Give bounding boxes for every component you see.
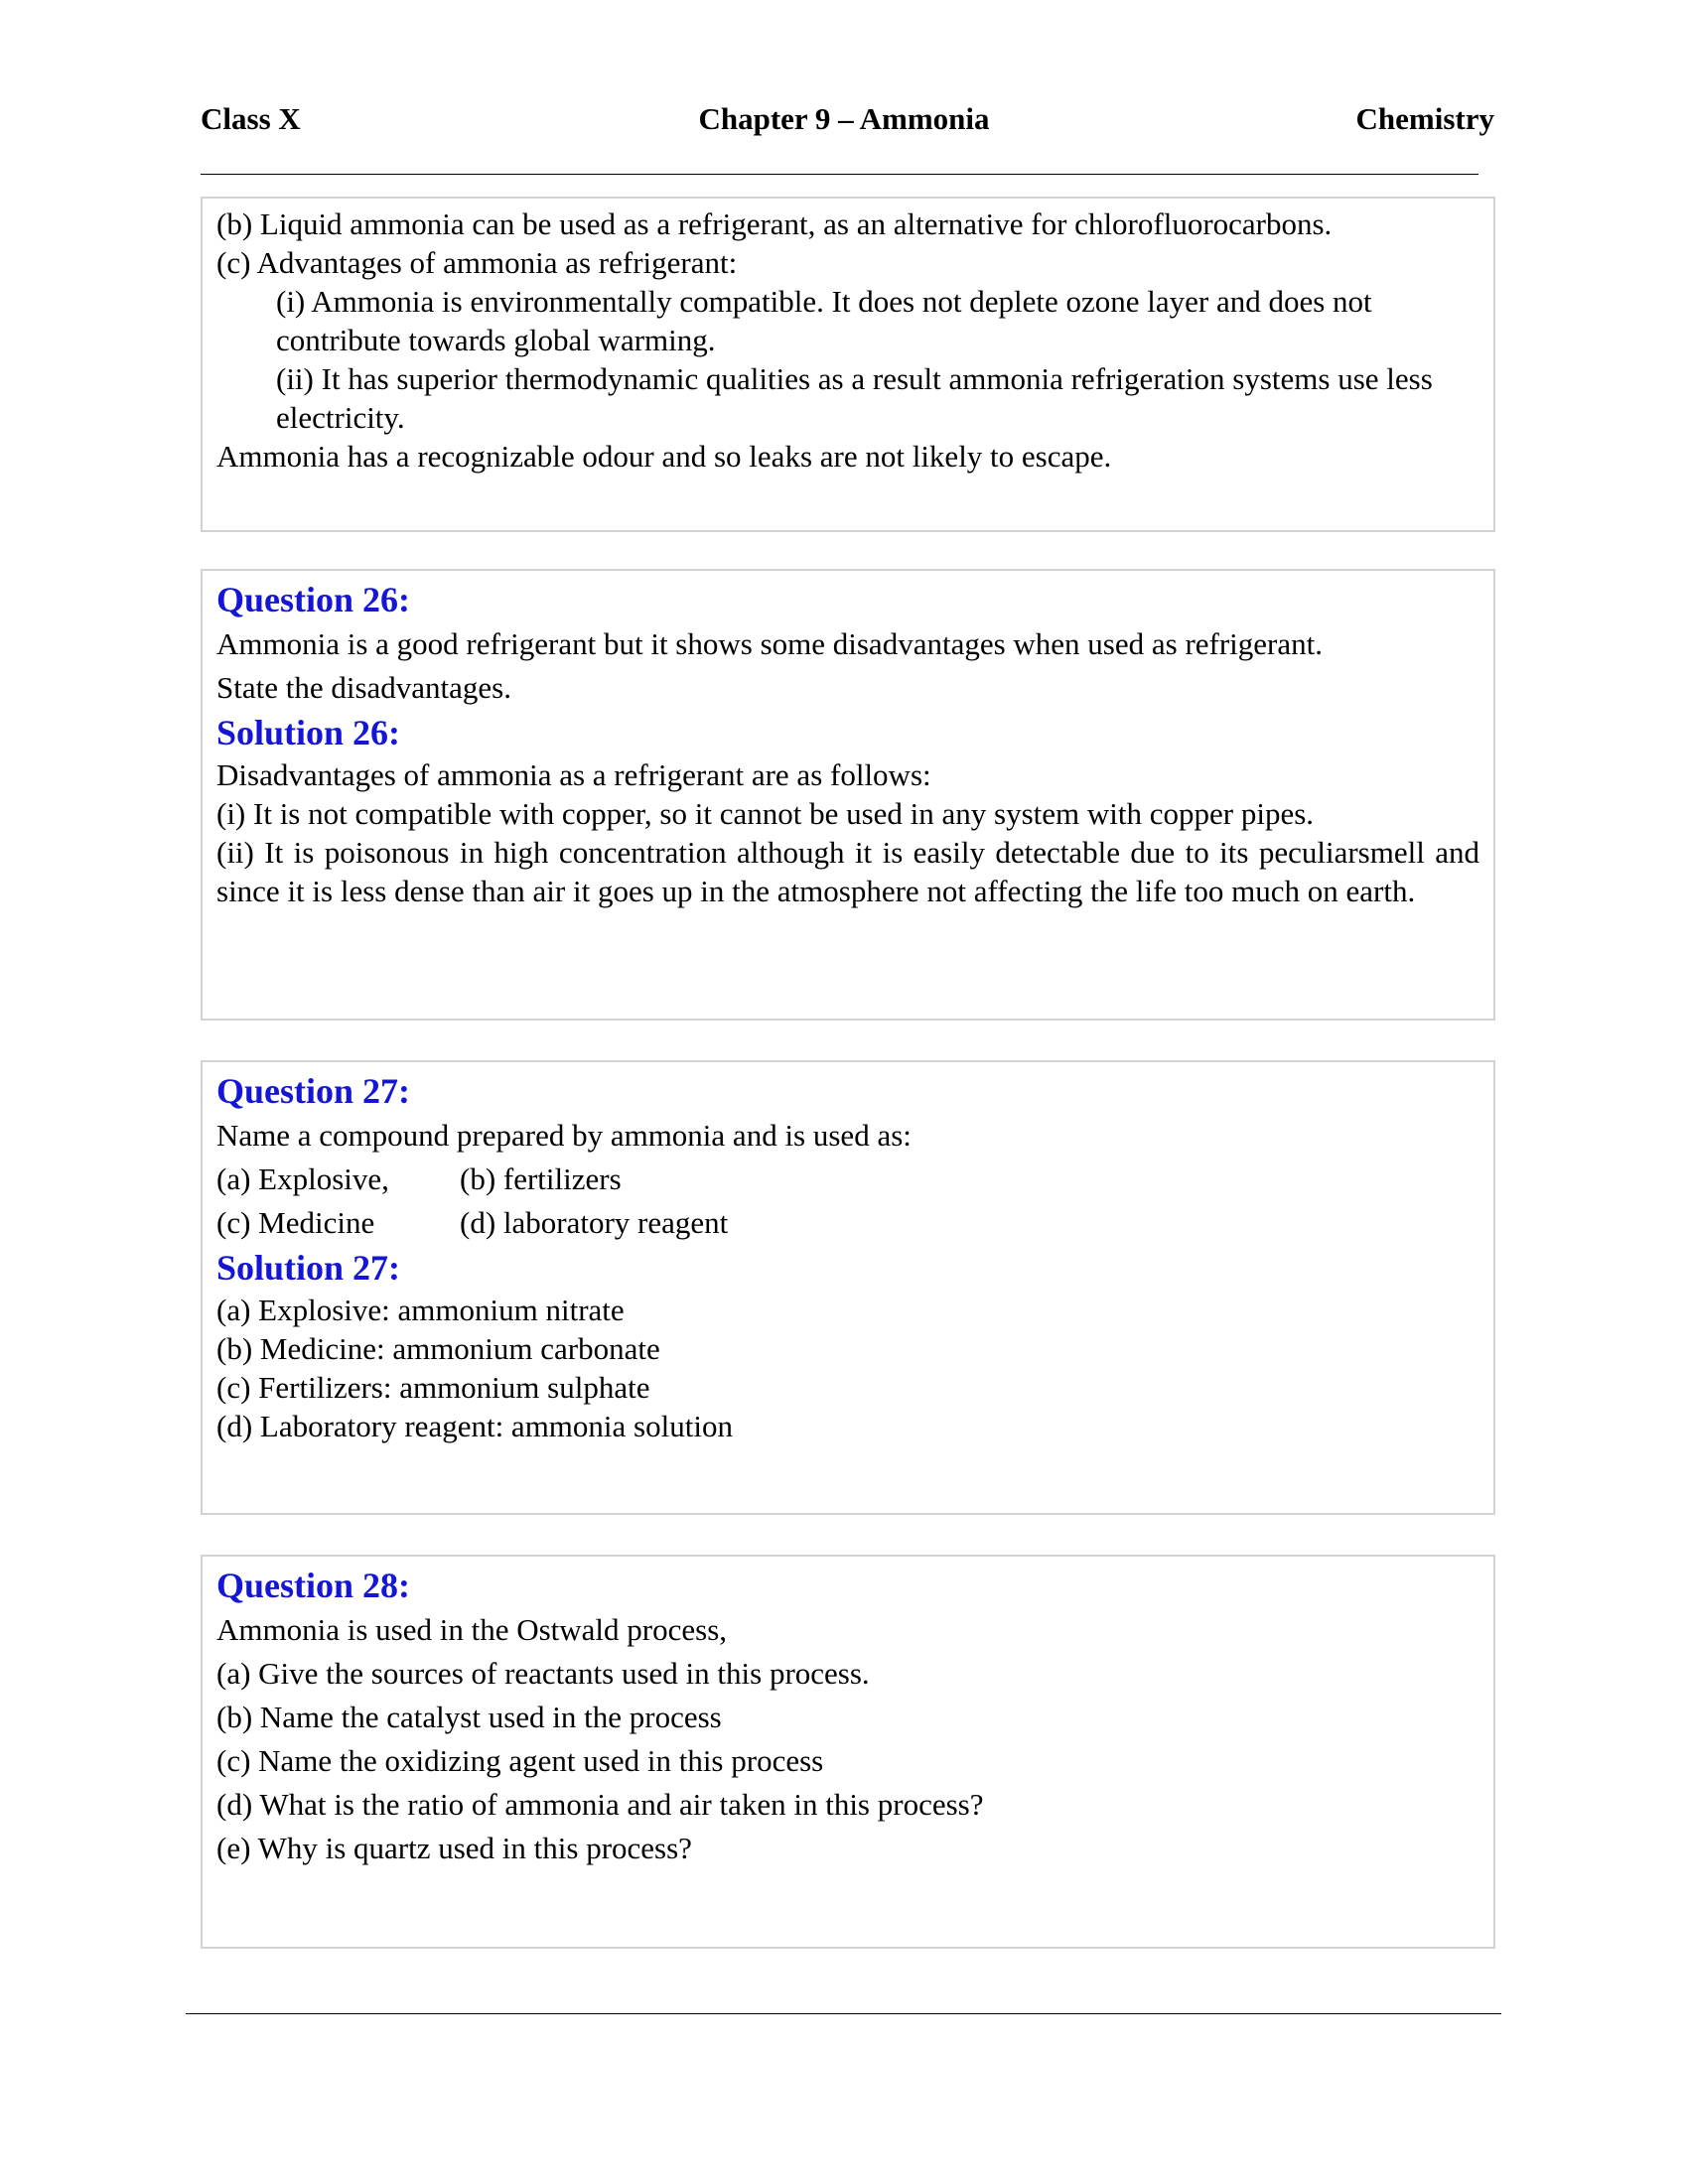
question-27-box xyxy=(201,1060,1495,1515)
header-class: Class X xyxy=(201,101,301,136)
question-26-heading: Question 26: xyxy=(216,580,411,619)
header-divider xyxy=(201,174,1478,175)
solution-27-heading: Solution 27: xyxy=(216,1248,401,1288)
question-26-line: Ammonia is a good refrigerant but it shows some disadvantages when used as refrigerant. xyxy=(216,626,1323,661)
intro-closing-line: Ammonia has a recognizable odour and so leaks are not likely to escape. xyxy=(216,439,1112,474)
answer-continuation-box xyxy=(201,197,1495,532)
question-28-box xyxy=(201,1555,1495,1949)
solution-26-heading: Solution 26: xyxy=(216,713,401,752)
question-26-box xyxy=(201,569,1495,1021)
solution-27-line: (b) Medicine: ammonium carbonate xyxy=(216,1331,660,1366)
question-27-options-row xyxy=(216,1201,1479,1245)
solution-26-line: (i) It is not compatible with copper, so it cannot be used in any system with copper pipes. xyxy=(216,796,1315,831)
option-d: (d) laboratory reagent xyxy=(460,1205,729,1240)
footer-divider xyxy=(186,2013,1501,2014)
question-28-line: (a) Give the sources of reactants used in this process. xyxy=(216,1656,870,1691)
advantage-point-i: (i) Ammonia is environmentally compatible. It does not deplete ozone layer and does not contribute towards global warming. xyxy=(276,284,1372,357)
solution-26-line: Disadvantages of ammonia as a refrigerant are as follows: xyxy=(216,757,931,792)
question-26-line: State the disadvantages. xyxy=(216,670,511,705)
option-c: (c) Medicine xyxy=(216,1205,375,1240)
question-27-heading: Question 27: xyxy=(216,1071,411,1111)
question-28-line: (c) Name the oxidizing agent used in this process xyxy=(216,1743,824,1778)
intro-line-c: (c) Advantages of ammonia as refrigerant: xyxy=(216,245,738,280)
question-27-intro: Name a compound prepared by ammonia and is used as: xyxy=(216,1118,912,1153)
solution-27-line: (d) Laboratory reagent: ammonia solution xyxy=(216,1409,733,1443)
header-subject: Chemistry xyxy=(1355,101,1494,136)
question-28-heading: Question 28: xyxy=(216,1566,411,1605)
question-27-options-row xyxy=(216,1158,1479,1201)
question-28-line: Ammonia is used in the Ostwald process, xyxy=(216,1612,728,1647)
intro-line-b: (b) Liquid ammonia can be used as a refrigerant, as an alternative for chlorofluorocarbons. xyxy=(216,206,1333,241)
question-28-line: (d) What is the ratio of ammonia and air taken in this process? xyxy=(216,1787,984,1822)
question-28-line: (b) Name the catalyst used in the process xyxy=(216,1700,722,1734)
header-chapter-title: Chapter 9 – Ammonia xyxy=(698,101,990,136)
question-28-line: (e) Why is quartz used in this process? xyxy=(216,1831,692,1865)
solution-26-line: (ii) It is poisonous in high concentration although it is easily detectable due to its peculiarsmell and since it is less dense than air it goes up in the atmosphere not affecting the life too much on earth. xyxy=(216,835,1479,908)
advantage-point-ii: (ii) It has superior thermodynamic qualities as a result ammonia refrigeration systems use less electricity. xyxy=(276,361,1433,435)
option-a: (a) Explosive, xyxy=(216,1161,389,1196)
solution-27-line: (c) Fertilizers: ammonium sulphate xyxy=(216,1370,650,1405)
option-b: (b) fertilizers xyxy=(460,1161,622,1196)
solution-27-line: (a) Explosive: ammonium nitrate xyxy=(216,1293,625,1327)
